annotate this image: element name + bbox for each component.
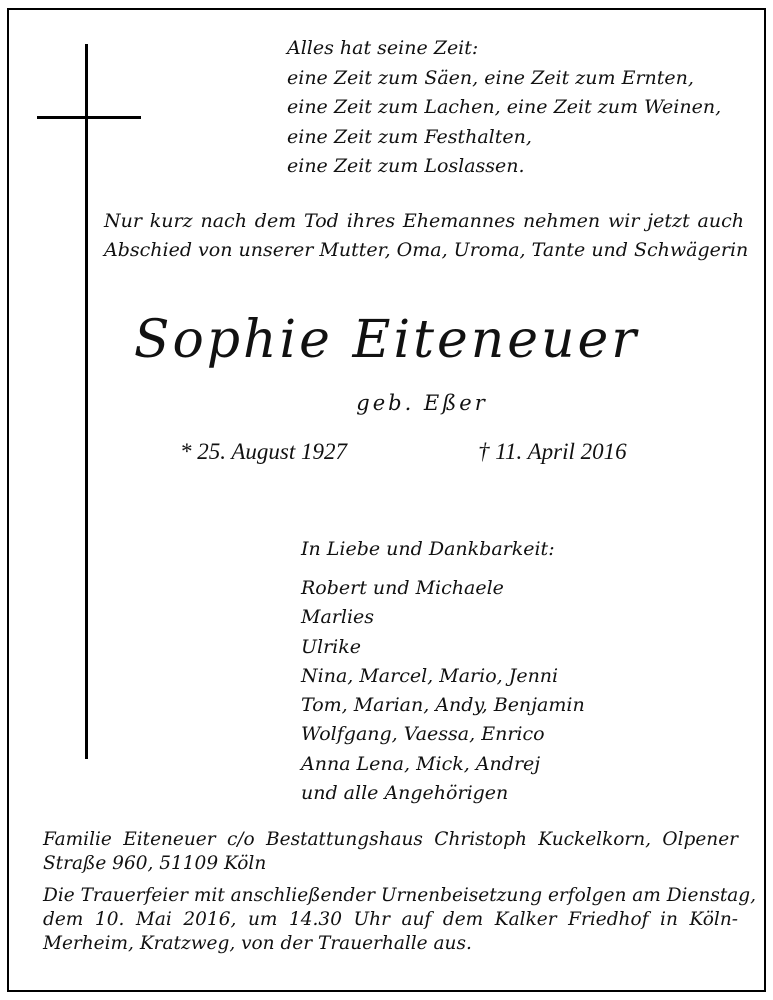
ceremony-line: Die Trauerfeier mit anschließender Urnenbeisetzung erfolgen am Dienstag, — [43, 885, 757, 906]
maiden-name: geb. Eßer — [356, 391, 488, 415]
mourner-item: Nina, Marcel, Mario, Jenni — [301, 664, 559, 687]
address-line: Straße 960, 51109 Köln — [43, 853, 267, 874]
footer — [43, 828, 757, 956]
poem-line: Alles hat seine Zeit: — [287, 37, 479, 59]
mourner-item: Anna Lena, Mick, Andrej — [301, 752, 541, 775]
mourners-heading: In Liebe und Dankbarkeit: — [301, 538, 555, 560]
ceremony-line: Merheim, Kratzweg, von der Trauerhalle aus. — [43, 933, 472, 954]
intro-line: Abschied von unserer Mutter, Oma, Uroma, Tante und Schwägerin — [104, 239, 749, 261]
intro-text — [104, 207, 749, 265]
mourners-list — [301, 574, 585, 808]
poem-line: eine Zeit zum Loslassen. — [287, 155, 525, 177]
poem-line: eine Zeit zum Festhalten, — [287, 125, 532, 148]
mourner-item: Robert und Michaele — [301, 577, 504, 599]
mourner-item: Ulrike — [301, 635, 362, 658]
mourner-item: Tom, Marian, Andy, Benjamin — [301, 694, 585, 717]
death-date: † 11. April 2016 — [478, 439, 627, 464]
mourner-item: und alle Angehörigen — [301, 782, 509, 805]
cross-icon-horizontal-bar — [37, 116, 141, 119]
address-line: Familie Eiteneuer c/o Bestattungshaus Christoph Kuckelkorn, Olpener — [43, 829, 738, 850]
intro-line: Nur kurz nach dem Tod ihres Ehemannes nehmen wir jetzt auch — [104, 210, 744, 232]
birth-date: * 25. August 1927 — [180, 439, 347, 464]
poem — [287, 34, 747, 182]
deceased-name: Sophie Eiteneuer — [133, 310, 640, 370]
mourner-item: Wolfgang, Vaessa, Enrico — [301, 723, 545, 746]
mourner-item: Marlies — [301, 606, 375, 629]
poem-line: eine Zeit zum Säen, eine Zeit zum Ernten, — [287, 66, 694, 89]
ceremony-line: dem 10. Mai 2016, um 14.30 Uhr auf dem Kalker Friedhof in Köln- — [43, 909, 738, 930]
poem-line: eine Zeit zum Lachen, eine Zeit zum Weinen, — [287, 96, 722, 118]
